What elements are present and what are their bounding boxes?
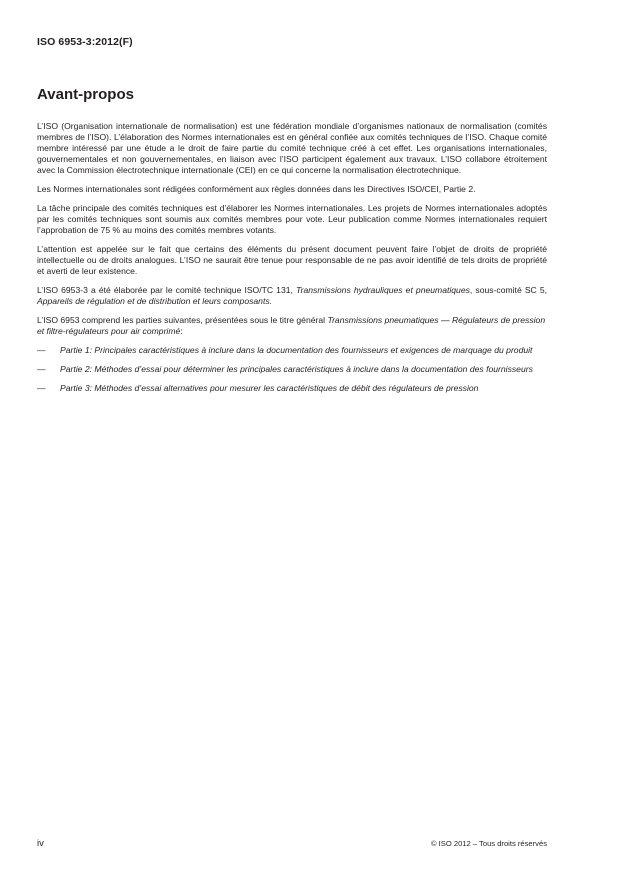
copyright-notice: © ISO 2012 – Tous droits réservés (430, 839, 547, 848)
parts-list (37, 345, 547, 394)
document-identifier: ISO 6953-3:2012(F) (37, 36, 133, 48)
paragraph-prepared-by (37, 285, 547, 307)
parts-intro-end: : (180, 326, 183, 336)
tc-title: Transmissions hydrauliques et pneumatiques (296, 285, 470, 295)
paragraph-technical-committees: La tâche principale des comités techniques est d’élaborer les Normes internationales. Les projets de Normes internationales adoptés par les comités techniques sont soumis aux comités membres pour vote. Leur publication comme Normes internationales requiert l’approbation de 75 % au moins des comités membres votants. (37, 203, 547, 235)
list-item (37, 364, 547, 375)
general-title: Transmissions pneumatiques — Régulateurs de pression et filtre-régulateurs pour air comprimé (37, 315, 546, 336)
list-item (37, 345, 547, 356)
list-item-text: Partie 2: Méthodes d’essai pour déterminer les principales caractéristiques à inclure dans la documentation des fournisseurs (60, 364, 533, 374)
paragraph-directives: Les Normes internationales sont rédigées conformément aux règles données dans les Directives ISO/CEI, Partie 2. (37, 184, 476, 194)
paragraph-iso-organisation: L’ISO (Organisation internationale de normalisation) est une fédération mondiale d’organismes nationaux de normalisation (comités membres de l’ISO). L’élaboration des Normes internationales est en général confiée aux comités techniques de l’ISO. Chaque comité membre intéressé par une étude a le droit de faire partie du comité technique créé à cet effet. Les organisations internationales, gouvernementales et non gouvernementales, en liaison avec l’ISO participent également aux travaux. L’ISO collabore étroitement avec la Commission électrotechnique internationale (CEI) en ce qui concerne la normalisation électrotechnique. (37, 121, 547, 175)
page-number: iv (37, 838, 44, 849)
sc-title: Appareils de régulation et de distribution et leurs composants (37, 296, 270, 306)
list-item (37, 383, 547, 394)
prepared-by-intro: L’ISO 6953-3 a été élaborée par le comité technique ISO/TC 131, (37, 285, 296, 295)
prepared-by-mid: , sous-comité SC 5, (469, 285, 548, 295)
dash-bullet: — (37, 383, 46, 393)
dash-bullet: — (37, 345, 46, 355)
list-item-text: Partie 3: Méthodes d’essai alternatives pour mesurer les caractéristiques de débit des régulateurs de pression (60, 383, 479, 393)
dash-bullet: — (37, 364, 46, 374)
prepared-by-end: . (269, 296, 273, 306)
list-item-text: Partie 1: Principales caractéristiques à inclure dans la documentation des fournisseurs et exigences de marquage du produit (60, 345, 533, 355)
foreword-body (37, 121, 547, 402)
paragraph-parts-intro (37, 315, 547, 337)
page-title: Avant-propos (37, 86, 134, 103)
paragraph-patent-rights: L’attention est appelée sur le fait que certains des éléments du présent document peuvent faire l’objet de droits de propriété intellectuelle ou de droits analogues. L’ISO ne saurait être tenue pour responsable de ne pas avoir identifié de tels droits de propriété et averti de leur existence. (37, 244, 547, 276)
parts-intro-text: L’ISO 6953 comprend les parties suivantes, présentées sous le titre général (37, 315, 328, 325)
